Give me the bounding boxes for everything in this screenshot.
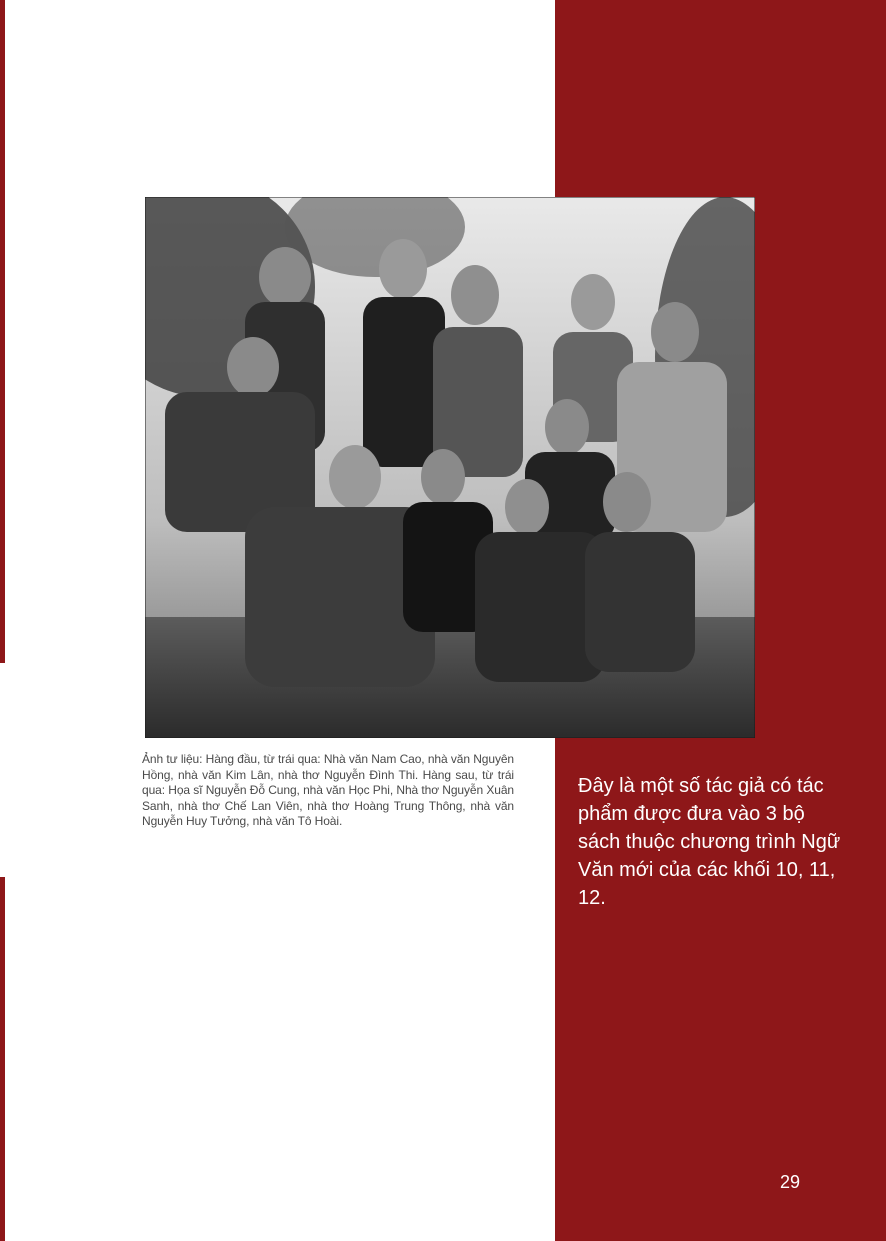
photo-caption: Ảnh tư liệu: Hàng đầu, từ trái qua: Nhà văn Nam Cao, nhà văn Nguyên Hồng, nhà văn Kim Lân, nhà thơ Nguyễn Đình Thi. Hàng sau, từ trái qua: Họa sĩ Nguyễn Đỗ Cung, nhà văn Học Phi, Nhà thơ Nguyễn Xuân Sanh, nhà thơ Chế Lan Viên, nhà thơ Hoàng Trung Thông, nhà văn Nguyễn Huy Tưởng, nhà văn Tô Hoài. — [142, 752, 514, 828]
panel-description: Đây là một số tác giả có tác phẩm được đưa vào 3 bộ sách thuộc chương trình Ngữ Văn mới của các khối 10, 11, 12. — [578, 775, 841, 909]
group-photo-image — [145, 197, 755, 738]
group-photo — [145, 197, 755, 738]
left-edge-accent-bottom — [0, 877, 5, 1241]
left-edge-accent-top — [0, 0, 5, 663]
page-number: 29 — [780, 1172, 801, 1192]
